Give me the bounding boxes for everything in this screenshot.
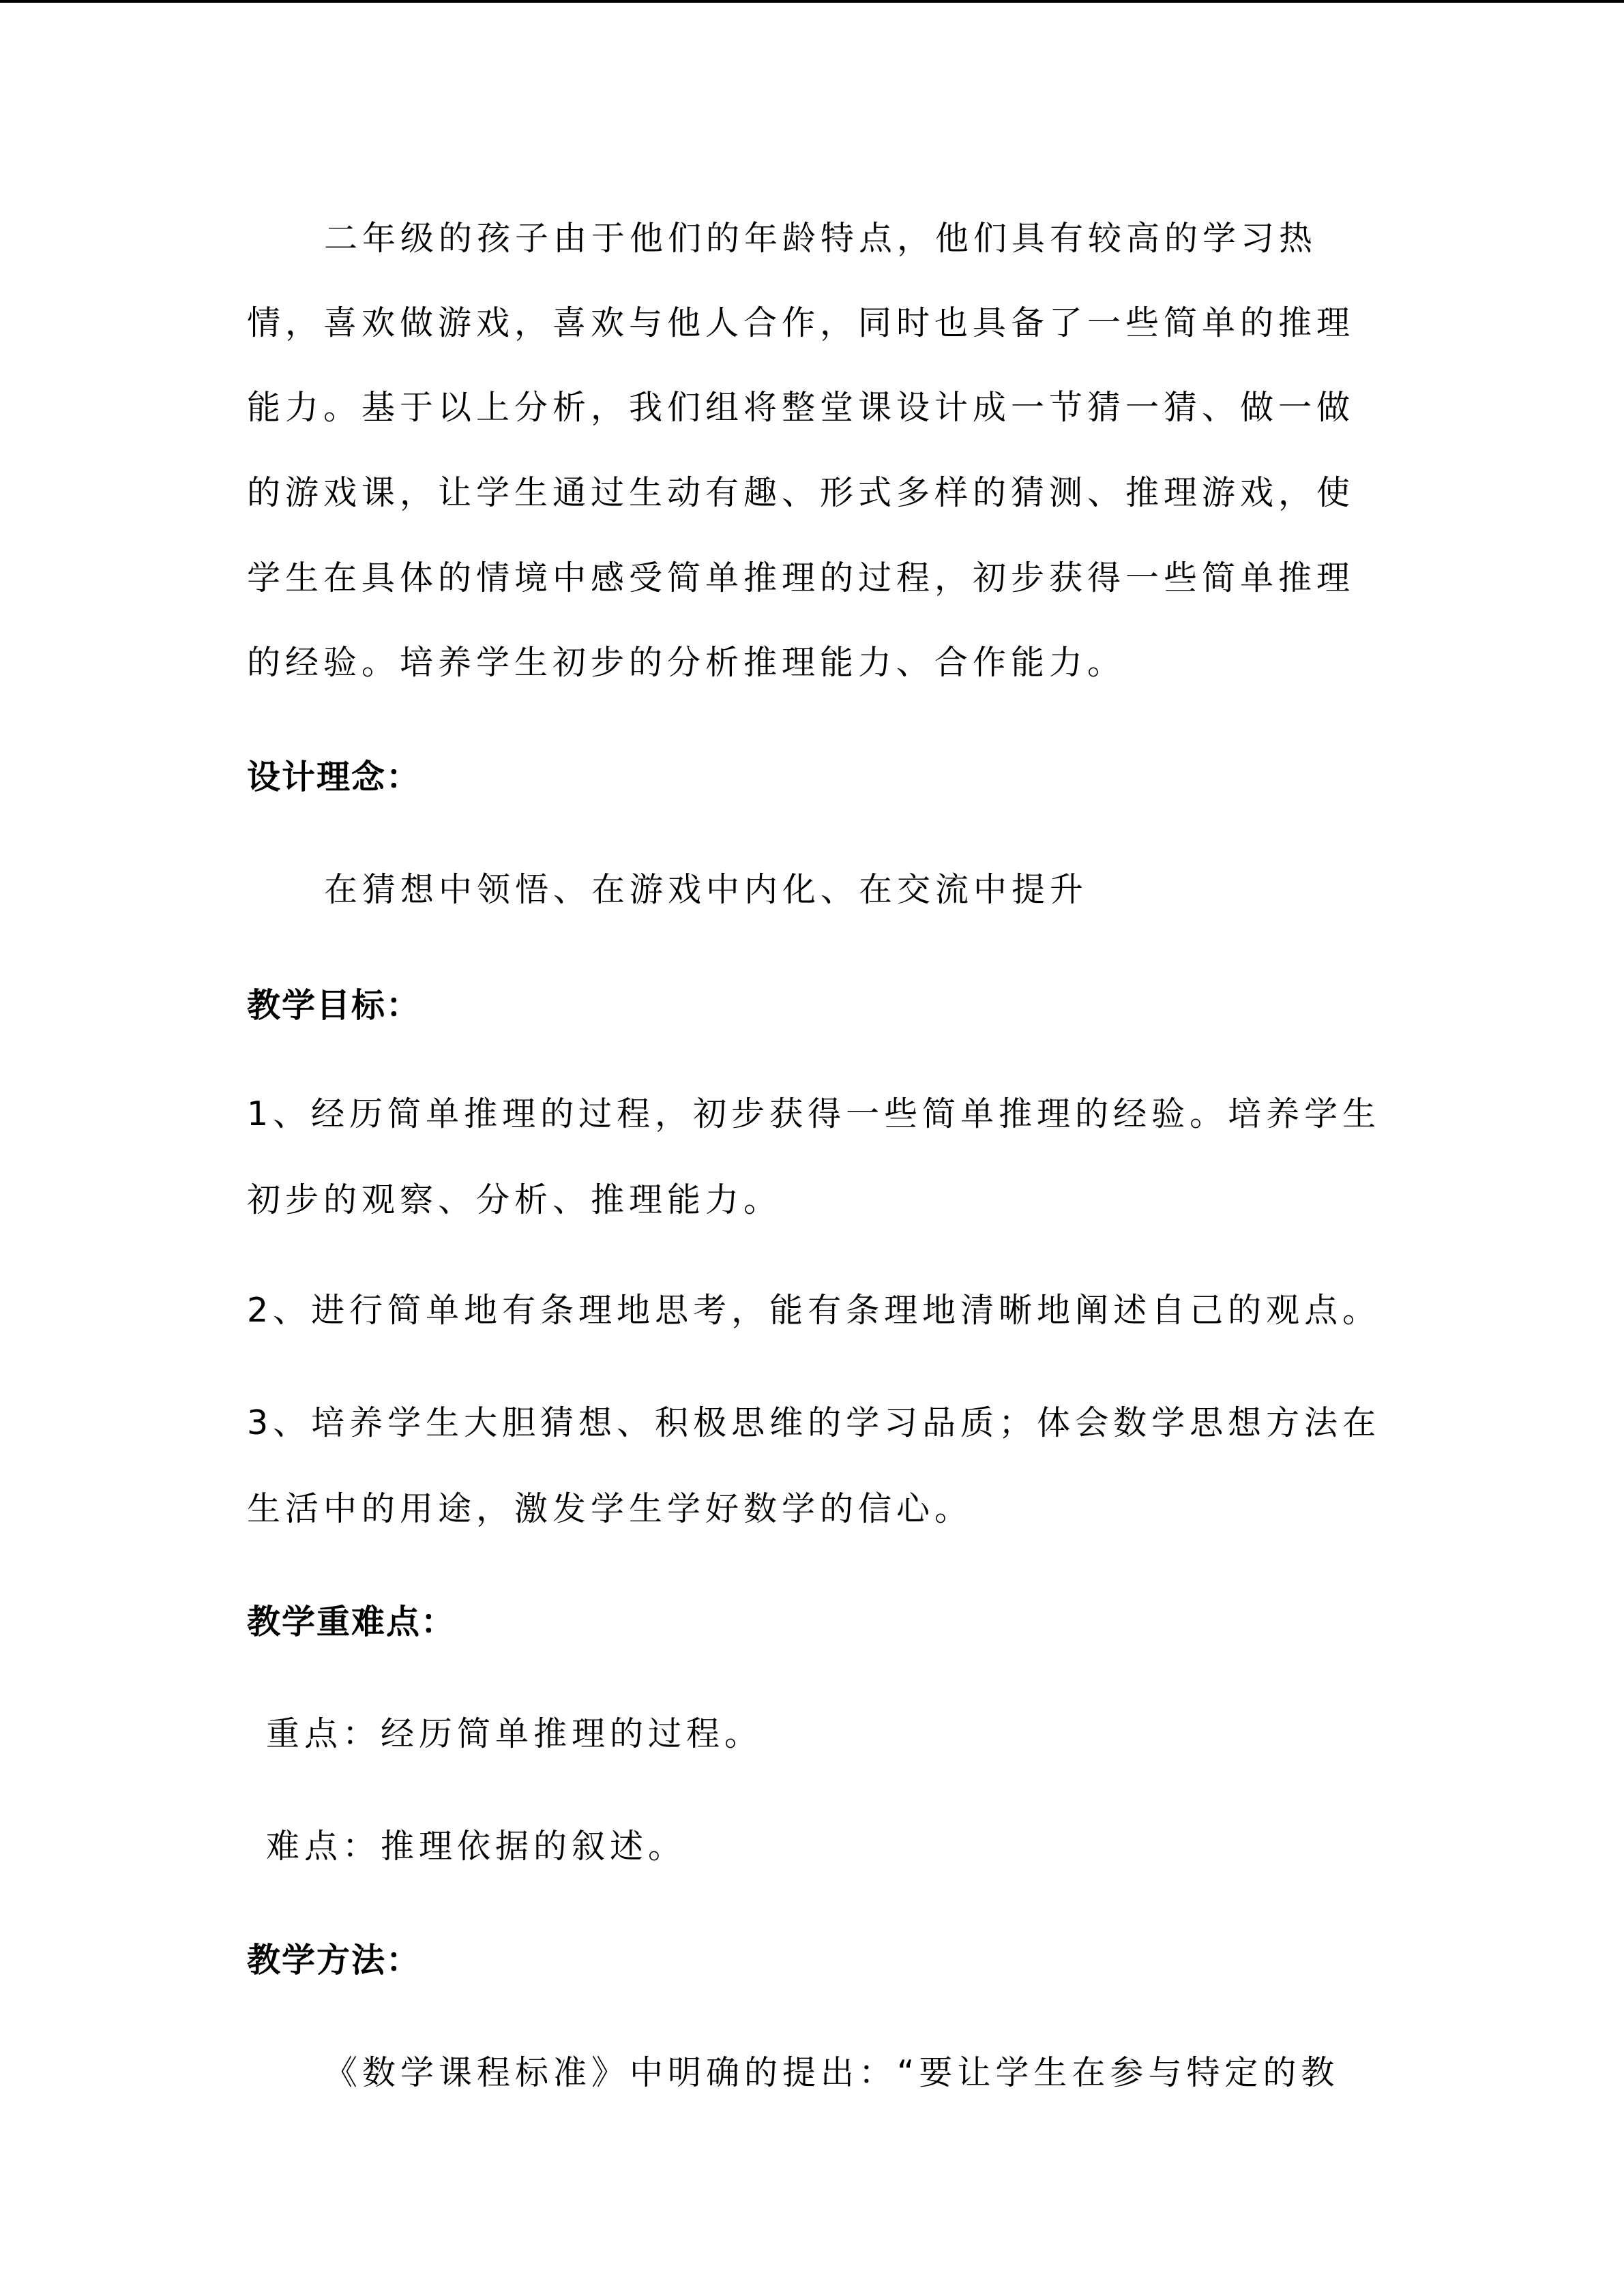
intro-line-6: 的经验。培养学生初步的分析推理能力、合作能力。	[247, 643, 1126, 682]
design-concept-text: 在猜想中领悟、在游戏中内化、在交流中提升	[324, 870, 1089, 909]
key-point: 重点：经历简单推理的过程。	[266, 1714, 763, 1753]
intro-line-1: 二年级的孩子由于他们的年龄特点，他们具有较高的学习热	[324, 219, 1318, 258]
teaching-method-text: 《数学课程标准》中明确的提出：“要让学生在参与特定的教	[324, 2053, 1340, 2092]
top-border-line	[0, 0, 1624, 3]
teaching-method-heading: 教学方法：	[247, 1941, 422, 1980]
intro-line-3: 能力。基于以上分析，我们组将整堂课设计成一节猜一猜、做一做	[247, 388, 1355, 427]
intro-line-5: 学生在具体的情境中感受简单推理的过程，初步获得一些简单推理	[247, 558, 1355, 597]
key-points-heading: 教学重难点：	[247, 1602, 456, 1641]
difficult-point: 难点：推理依据的叙述。	[266, 1827, 687, 1866]
intro-line-2: 情，喜欢做游戏，喜欢与他人合作，同时也具备了一些简单的推理	[247, 303, 1355, 342]
teaching-goals-heading: 教学目标：	[247, 986, 422, 1025]
design-concept-heading: 设计理念：	[247, 758, 422, 796]
goal-2: 2、进行简单地有条理地思考，能有条理地清晰地阐述自己的观点。	[247, 1291, 1381, 1330]
goal-3-line-1: 3、培养学生大胆猜想、积极思维的学习品质；体会数学思想方法在	[247, 1403, 1381, 1442]
goal-1-line-2: 初步的观察、分析、推理能力。	[247, 1180, 782, 1219]
goal-3-line-2: 生活中的用途，激发学生学好数学的信心。	[247, 1489, 973, 1528]
intro-line-4: 的游戏课，让学生通过生动有趣、形式多样的猜测、推理游戏，使	[247, 473, 1355, 512]
goal-1-line-1: 1、经历简单推理的过程，初步获得一些简单推理的经验。培养学生	[247, 1094, 1381, 1133]
